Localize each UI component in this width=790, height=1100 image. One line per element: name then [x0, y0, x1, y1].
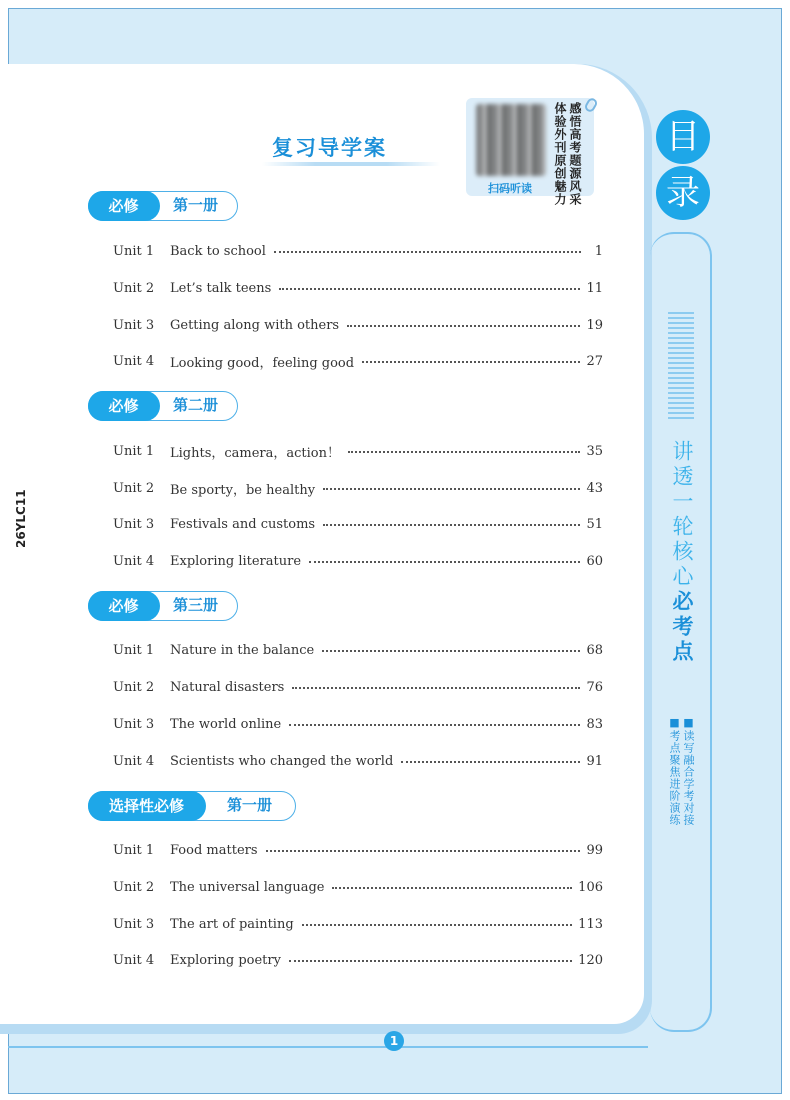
unit-number: Unit 4 [113, 553, 155, 569]
toc-row[interactable] [113, 514, 603, 534]
toc-row[interactable] [113, 877, 603, 897]
toc-heading-char-2: 录 [656, 166, 710, 220]
qr-code-image[interactable] [476, 104, 546, 176]
qr-label: 扫码听读 [488, 182, 532, 195]
unit-topic: Back to school [170, 243, 266, 259]
section-tag: 必修 [88, 191, 160, 221]
unit-topic: Lights，camera，action！ [170, 445, 341, 461]
dot-leader [266, 850, 581, 852]
unit-topic: Exploring poetry [170, 952, 281, 968]
unit-number: Unit 3 [113, 916, 155, 932]
page-ref: 68 [586, 642, 603, 658]
qr-slogan-line-1: 感悟高考题源风采 [568, 102, 582, 206]
unit-number: Unit 2 [113, 879, 155, 895]
page-ref: 99 [586, 842, 603, 858]
dot-leader [322, 650, 580, 652]
unit-number: Unit 4 [113, 952, 155, 968]
page-ref: 11 [586, 280, 603, 296]
unit-topic: Food matters [170, 842, 258, 858]
slogan-dark: 必考点 [670, 590, 694, 665]
unit-number: Unit 2 [113, 480, 155, 496]
unit-number: Unit 2 [113, 679, 155, 695]
side-subtitle [668, 716, 694, 826]
toc-row[interactable] [113, 840, 603, 860]
toc-row[interactable] [113, 751, 603, 771]
side-slogan [670, 440, 694, 665]
toc-row[interactable] [113, 278, 603, 298]
dot-leader [323, 488, 580, 490]
side-subtitle-line-1: ■读写融合学考对接 [682, 716, 695, 826]
section-volume: 第一册 [173, 196, 219, 214]
unit-topic: The world online [170, 716, 282, 732]
dot-leader [289, 960, 572, 962]
page-ref: 76 [586, 679, 603, 695]
section-header-4 [88, 791, 296, 821]
unit-number: Unit 3 [113, 317, 155, 333]
title-underline [262, 162, 440, 166]
unit-topic: Looking good，feeling good [170, 355, 355, 371]
unit-topic: Scientists who changed the world [170, 753, 394, 769]
unit-topic: Natural disasters [170, 679, 285, 695]
toc-row[interactable] [113, 241, 603, 261]
dot-leader [332, 887, 572, 889]
unit-number: Unit 3 [113, 516, 155, 532]
toc-row[interactable] [113, 950, 603, 970]
qr-slogan [553, 102, 581, 206]
page-ref: 35 [586, 443, 603, 459]
dot-leader [323, 524, 580, 526]
toc-row[interactable] [113, 914, 603, 934]
unit-number: Unit 2 [113, 280, 155, 296]
toc-row[interactable] [113, 478, 603, 498]
bottom-rule [8, 1046, 648, 1048]
decorative-stripes [668, 312, 694, 422]
section-volume: 第一册 [227, 796, 273, 814]
toc-row[interactable] [113, 640, 603, 660]
page-ref: 113 [578, 916, 603, 932]
product-code: 26YLC11 [14, 489, 28, 548]
unit-topic: Festivals and customs [170, 516, 316, 532]
dot-leader [347, 325, 580, 327]
section-tag: 必修 [88, 591, 160, 621]
side-subtitle-line-2: ■考点聚焦进阶演练 [668, 716, 681, 826]
dot-leader [302, 924, 573, 926]
unit-number: Unit 1 [113, 842, 155, 858]
unit-number: Unit 4 [113, 353, 155, 369]
dot-leader [292, 687, 580, 689]
page-ref: 19 [586, 317, 603, 333]
section-header-2 [88, 391, 238, 421]
qr-slogan-line-2: 体验外刊原创魅力 [553, 102, 567, 206]
toc-heading-char-1: 目 [656, 110, 710, 164]
toc-row[interactable] [113, 714, 603, 734]
toc-row[interactable] [113, 351, 603, 371]
unit-topic: Exploring literature [170, 553, 302, 569]
page-ref: 83 [586, 716, 603, 732]
section-header-1 [88, 191, 238, 221]
toc-row[interactable] [113, 441, 603, 461]
page-ref: 51 [586, 516, 603, 532]
page-ref: 120 [578, 952, 603, 968]
section-tag: 必修 [88, 391, 160, 421]
page-ref: 43 [586, 480, 603, 496]
slogan-light: 讲透一轮核心 [670, 440, 694, 590]
unit-topic: Nature in the balance [170, 642, 315, 658]
unit-number: Unit 1 [113, 642, 155, 658]
dot-leader [309, 561, 580, 563]
unit-topic: Be sporty，be healthy [170, 482, 316, 498]
unit-number: Unit 1 [113, 243, 155, 259]
dot-leader [362, 361, 580, 363]
unit-topic: The art of painting [170, 916, 294, 932]
section-tag: 选择性必修 [88, 791, 206, 821]
page-title: 复习导学案 [272, 136, 387, 160]
page-ref: 27 [586, 353, 603, 369]
unit-topic: Getting along with others [170, 317, 340, 333]
page-ref: 60 [586, 553, 603, 569]
page-number: 1 [384, 1031, 404, 1051]
section-volume: 第二册 [173, 396, 219, 414]
dot-leader [279, 288, 580, 290]
dot-leader [348, 451, 580, 453]
unit-number: Unit 1 [113, 443, 155, 459]
section-volume: 第三册 [173, 596, 219, 614]
toc-row[interactable] [113, 315, 603, 335]
unit-topic: The universal language [170, 879, 325, 895]
dot-leader [401, 761, 580, 763]
section-header-3 [88, 591, 238, 621]
page-ref: 1 [594, 243, 603, 259]
unit-number: Unit 3 [113, 716, 155, 732]
dot-leader [289, 724, 580, 726]
page-ref: 106 [578, 879, 603, 895]
toc-row[interactable] [113, 677, 603, 697]
dot-leader [274, 251, 581, 253]
page-ref: 91 [586, 753, 603, 769]
toc-row[interactable] [113, 551, 603, 571]
unit-number: Unit 4 [113, 753, 155, 769]
unit-topic: Let’s talk teens [170, 280, 272, 296]
